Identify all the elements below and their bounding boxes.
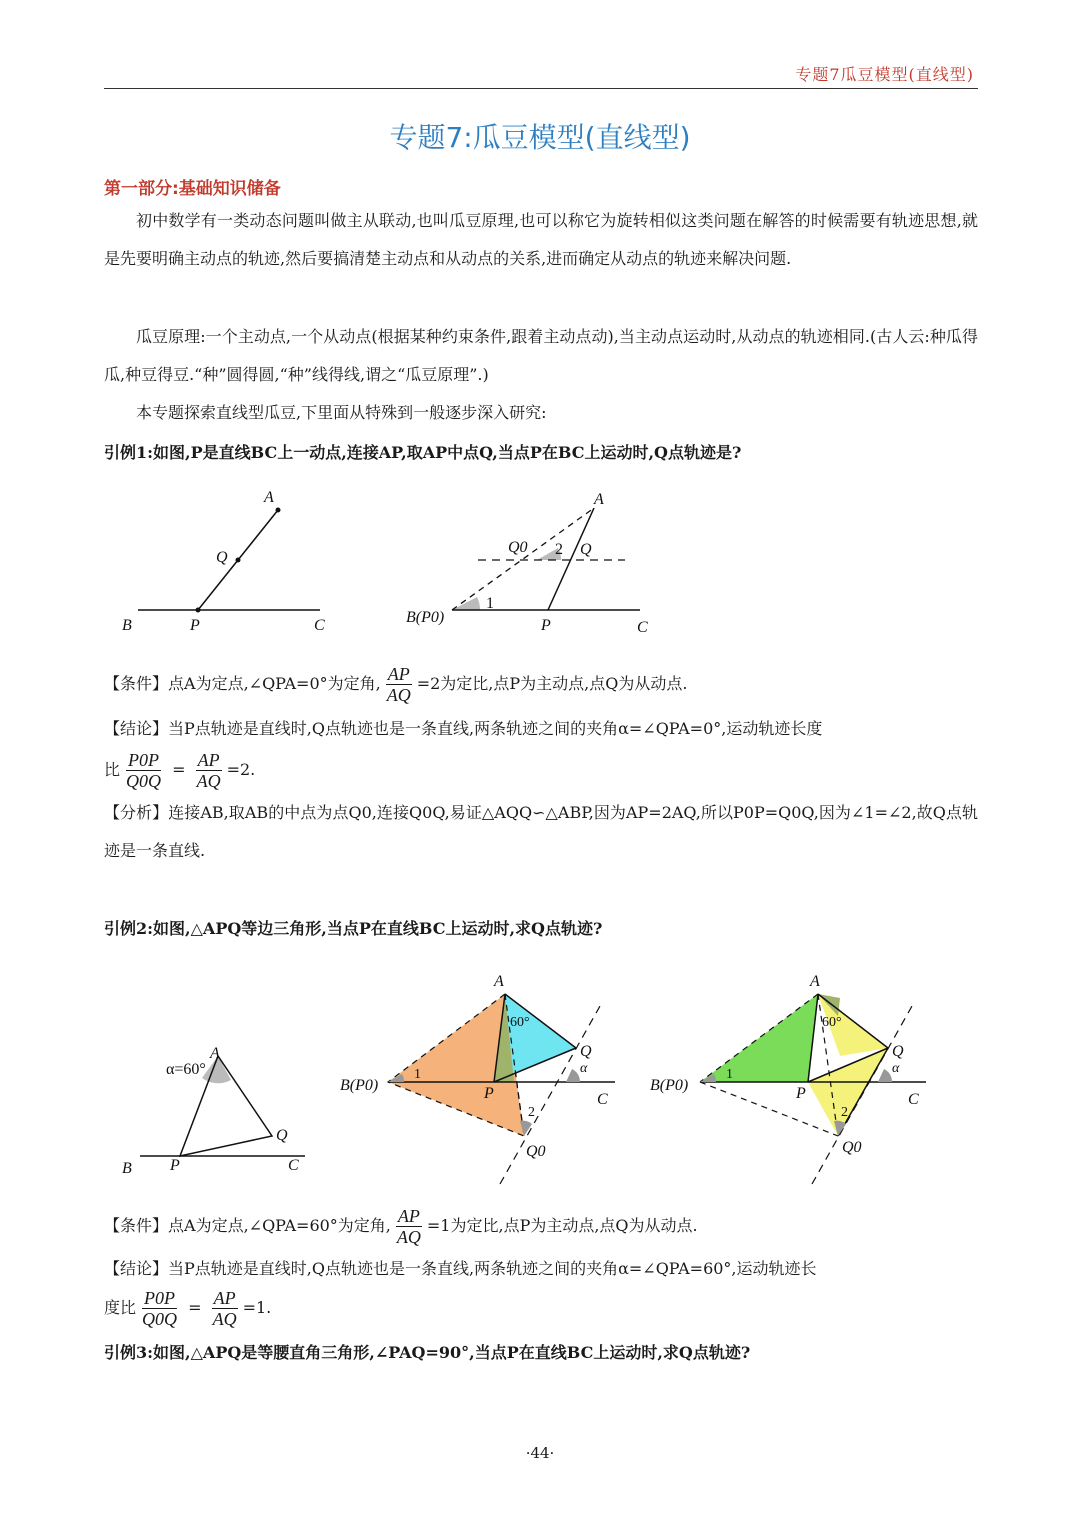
label-b: B bbox=[122, 1160, 132, 1177]
section-heading: 第一部分:基础知识储备 bbox=[104, 179, 281, 199]
conclusion-tag: 【结论】 bbox=[104, 1259, 169, 1278]
example2-figure-b bbox=[340, 973, 615, 1184]
intro-paragraph-1: 初中数学有一类动态问题叫做主从联动,也叫瓜豆原理,也可以称它为旋转相似这类问题在解答的时候需要有轨迹思想,就是先要明确主动点的轨迹,然后要搞清楚主动点和从动点的关系,进而确定从动点的轨迹来解决问题. bbox=[104, 211, 978, 268]
page-title: 专题7:瓜豆模型(直线型) bbox=[389, 121, 691, 154]
label-p: P bbox=[541, 617, 551, 634]
fraction-denominator: AQ bbox=[196, 771, 221, 791]
condition-text-a: 点A为定点,∠QPA=0°为定角, bbox=[168, 674, 381, 693]
example1-analysis bbox=[104, 794, 978, 870]
angle-alpha-shade bbox=[566, 1069, 580, 1082]
label-q: Q bbox=[276, 1127, 288, 1144]
label-q: Q bbox=[216, 549, 228, 566]
analysis-tag: 【分析】 bbox=[104, 803, 169, 822]
angle-1-shade bbox=[388, 1074, 404, 1082]
example1-figure-b bbox=[406, 491, 648, 636]
label-alpha: α=60° bbox=[166, 1061, 206, 1078]
label-c: C bbox=[908, 1091, 919, 1108]
label-b: B bbox=[122, 617, 132, 634]
angle-1-shade bbox=[700, 1074, 716, 1082]
running-header: 专题7瓜豆模型(直线型) bbox=[795, 65, 974, 84]
conclusion-text-b: 度比 bbox=[104, 1298, 137, 1317]
conclusion-tag: 【结论】 bbox=[104, 719, 169, 738]
label-q: Q bbox=[892, 1043, 904, 1060]
intro-paragraph-3: 本专题探索直线型瓜豆,下里面从特殊到一般逐步深入研究: bbox=[136, 403, 547, 422]
label-60-deg: 60° bbox=[510, 1015, 530, 1030]
fraction-denominator: AQ bbox=[212, 1309, 237, 1329]
label-angle-1: 1 bbox=[414, 1067, 421, 1082]
condition-text-b: =1为定比,点P为主动点,点Q为从动点. bbox=[426, 1216, 698, 1235]
intro-paragraph-2: 瓜豆原理:一个主动点,一个从动点(根据某种约束条件,跟着主动点动),当主动点运动时,从动点的轨迹相同.(古人云:种瓜得瓜,种豆得豆.“种”圆得圆,“种”线得线,谓之“瓜豆原理”.) bbox=[104, 327, 978, 384]
ratio-fraction bbox=[385, 664, 413, 705]
conclusion-text-c: =1. bbox=[242, 1298, 272, 1317]
label-q: Q bbox=[580, 541, 592, 558]
label-c: C bbox=[288, 1157, 299, 1174]
label-c: C bbox=[597, 1091, 608, 1108]
label-a: A bbox=[494, 973, 504, 990]
analysis-text: 连接AB,取AB的中点为点Q0,连接Q0Q,易证△AQQ∽△ABP,因为AP=2AQ,所以P0P=Q0Q,因为∠1=∠2,故Q点轨迹是一条直线. bbox=[104, 803, 978, 860]
label-p: P bbox=[796, 1085, 806, 1102]
segment-ab-dashed bbox=[452, 508, 594, 610]
label-a: A bbox=[594, 491, 604, 508]
label-a: A bbox=[810, 973, 820, 990]
condition-text-a: 点A为定点,∠QPA=60°为定角, bbox=[168, 1216, 391, 1235]
label-b-p0: B(P0) bbox=[406, 609, 445, 626]
label-q0: Q0 bbox=[508, 539, 528, 556]
label-c: C bbox=[637, 619, 648, 636]
example3-question: 引例3:如图,△APQ是等腰直角三角形,∠PAQ=90°,当点P在直线BC上运动时,求Q点轨迹? bbox=[104, 1343, 751, 1362]
ratio-fraction-2 bbox=[211, 1288, 239, 1329]
label-a: A bbox=[210, 1045, 220, 1062]
label-angle-2: 2 bbox=[841, 1105, 848, 1120]
example1-question: 引例1:如图,P是直线BC上一动点,连接AP,取AP中点Q,当点P在BC上运动时,Q点轨迹是? bbox=[104, 443, 742, 462]
label-p: P bbox=[190, 617, 200, 634]
ratio-fraction-1 bbox=[124, 750, 163, 791]
condition-tag: 【条件】 bbox=[104, 1216, 169, 1235]
example1-figures bbox=[100, 480, 660, 645]
example2-question: 引例2:如图,△APQ等边三角形,当点P在直线BC上运动时,求Q点轨迹? bbox=[104, 919, 603, 938]
label-c: C bbox=[314, 617, 325, 634]
label-angle-2: 2 bbox=[528, 1105, 535, 1120]
example2-figures bbox=[100, 966, 980, 1191]
label-angle-1: 1 bbox=[726, 1067, 733, 1082]
example2-figure-a bbox=[122, 1045, 305, 1177]
page-number: ·44· bbox=[525, 1444, 555, 1462]
label-alpha: α bbox=[580, 1061, 588, 1076]
conclusion-text-c: =2. bbox=[226, 760, 256, 779]
example1-figure-a bbox=[122, 489, 325, 634]
fraction-denominator: Q0Q bbox=[142, 1309, 178, 1329]
header-divider bbox=[104, 88, 978, 89]
ratio-fraction bbox=[395, 1206, 423, 1247]
point-a bbox=[276, 508, 281, 513]
example1-conclusion bbox=[104, 712, 978, 746]
conclusion-text-a: 当P点轨迹是直线时,Q点轨迹也是一条直线,两条轨迹之间的夹角α=∠QPA=60°,运动轨迹长 bbox=[168, 1259, 817, 1278]
label-p: P bbox=[484, 1085, 494, 1102]
fraction-numerator: P0P bbox=[128, 750, 160, 770]
point-q bbox=[236, 558, 241, 563]
label-q0: Q0 bbox=[526, 1143, 546, 1160]
label-60-deg: 60° bbox=[822, 1015, 842, 1030]
label-angle-2: 2 bbox=[555, 541, 563, 558]
fraction-denominator: AQ bbox=[396, 1227, 421, 1247]
fraction-numerator: AP bbox=[397, 1206, 420, 1226]
fraction-numerator: P0P bbox=[144, 1288, 176, 1308]
condition-text-b: =2为定比,点P为主动点,点Q为从动点. bbox=[416, 674, 688, 693]
label-b-p0: B(P0) bbox=[650, 1077, 689, 1094]
fraction-numerator: AP bbox=[197, 750, 220, 770]
fraction-denominator: Q0Q bbox=[126, 771, 162, 791]
label-angle-1: 1 bbox=[486, 595, 494, 612]
example1-conclusion-ratio: 比 $\frac{P0P}{Q0Q}$ = $\frac{AP}{AQ}$ =2. bbox=[104, 750, 256, 791]
triangle-pqq0-yellow bbox=[808, 1048, 888, 1136]
point-p bbox=[196, 608, 201, 613]
label-p: P bbox=[170, 1157, 180, 1174]
fraction-numerator: AP bbox=[387, 664, 410, 684]
condition-tag: 【条件】 bbox=[104, 674, 169, 693]
fraction-numerator: AP bbox=[213, 1288, 236, 1308]
label-alpha: α bbox=[892, 1061, 900, 1076]
angle-alpha-shade bbox=[878, 1069, 892, 1082]
conclusion-text-a: 当P点轨迹是直线时,Q点轨迹也是一条直线,两条轨迹之间的夹角α=∠QPA=0°,运动轨迹长度 bbox=[168, 719, 823, 738]
label-q0: Q0 bbox=[842, 1139, 862, 1156]
label-b-p0: B(P0) bbox=[340, 1077, 379, 1094]
example2-conclusion bbox=[104, 1252, 978, 1286]
angle-1-shade bbox=[452, 597, 480, 610]
ratio-fraction-2 bbox=[195, 750, 223, 791]
label-a: A bbox=[264, 489, 274, 506]
example1-condition bbox=[104, 664, 978, 705]
label-q: Q bbox=[580, 1043, 592, 1060]
conclusion-text-b: 比 bbox=[104, 760, 121, 779]
fraction-denominator: AQ bbox=[386, 685, 411, 705]
ratio-fraction-1 bbox=[140, 1288, 179, 1329]
example2-condition bbox=[104, 1206, 978, 1247]
example2-conclusion-ratio: 度比 $\frac{P0P}{Q0Q}$ = $\frac{AP}{AQ}$ =1. bbox=[104, 1288, 272, 1329]
example2-figure-c bbox=[650, 973, 926, 1184]
